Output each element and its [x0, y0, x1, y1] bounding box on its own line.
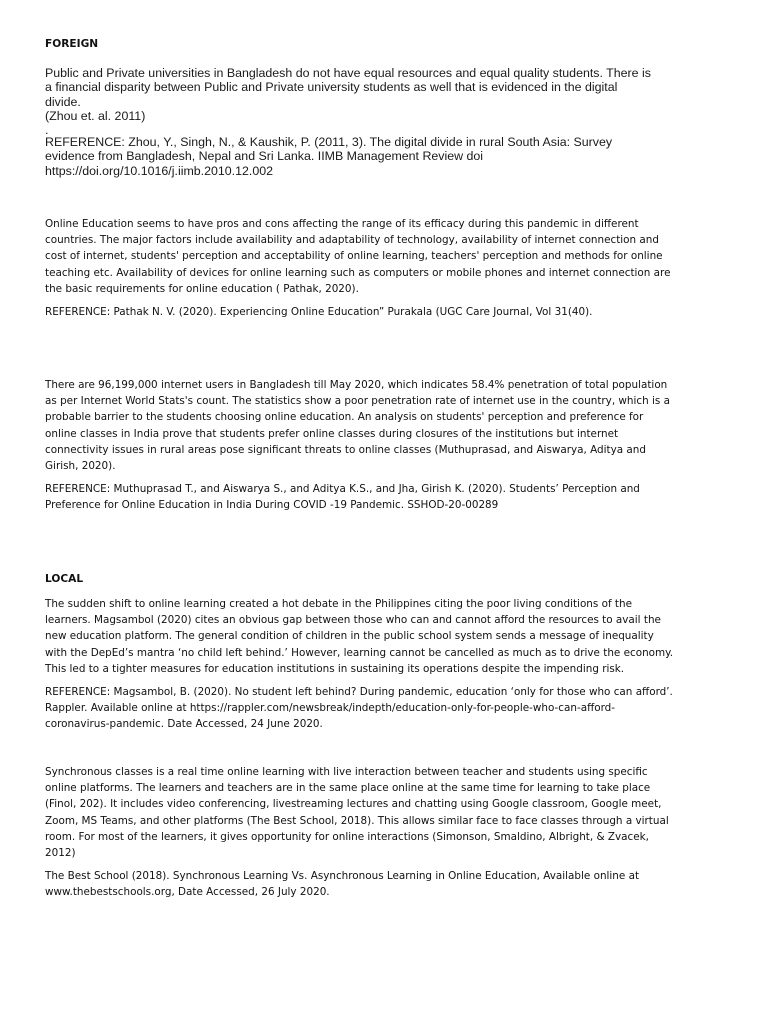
- text-line: online classes in India prove that students prefer online classes during closures of the institutions but internet: [45, 427, 619, 440]
- text-line: The Best School (2018). Synchronous Learning Vs. Asynchronous Learning in Online Education, Available online at: [45, 870, 640, 882]
- text-line: new education platform. The general condition of children in the public school system sends a message of inequality: [45, 630, 654, 643]
- text-line: connectivity issues in rural areas pose significant threats to online classes (Muthuprasad, and Aiswarya, Aditya and: [45, 443, 646, 456]
- local-paragraph-2: [45, 764, 725, 861]
- text-line: Preference for Online Education in India During COVID -19 Pandemic. SSHOD-20-00289: [45, 499, 499, 512]
- text-line: teaching etc. Availability of devices for online learning such as computers or mobile phones and internet connection are: [45, 266, 671, 279]
- local-reference-2: [45, 868, 725, 900]
- foreign-reference-1: [45, 135, 725, 178]
- text-line: https://doi.org/10.1016/j.iimb.2010.12.002: [45, 163, 274, 178]
- foreign-reference-2: [45, 304, 725, 320]
- text-line: .: [45, 123, 49, 138]
- text-line: Public and Private universities in Bangladesh do not have equal resources and equal quality students. There is: [45, 66, 651, 80]
- text-line: Synchronous classes is a real time online learning with live interaction between teacher and students using specific: [45, 766, 648, 778]
- text-line: REFERENCE: Muthuprasad T., and Aiswarya S., and Aditya K.S., and Jha, Girish K. (2020). Students’ Perception and: [45, 483, 640, 495]
- local-reference-1: [45, 684, 725, 733]
- text-line: learners. Magsambol (2020) cites an obvious gap between those who can and cannot afford the resources to avail the: [45, 614, 661, 627]
- text-line: There are 96,199,000 internet users in Bangladesh till May 2020, which indicates 58.4% penetration of total population: [45, 379, 668, 391]
- text-line: Girish, 2020).: [45, 460, 116, 473]
- text-line: REFERENCE: Magsambol, B. (2020). No student left behind? During pandemic, education ‘only for those who can afford’.: [45, 686, 673, 698]
- foreign-paragraph-2: [45, 216, 725, 297]
- text-line: divide.: [45, 94, 81, 109]
- text-line: cost of internet, students' perception and acceptability of online learning, teachers' perception and methods for online: [45, 250, 663, 263]
- text-line: The sudden shift to online learning created a hot debate in the Philippines citing the poor living conditions of the: [45, 598, 632, 610]
- text-line: probable barrier to the students choosing online education. An analysis on students' perception and preference for: [45, 411, 644, 424]
- text-line: evidence from Bangladesh, Nepal and Sri Lanka. IIMB Management Review doi: [45, 149, 484, 164]
- text-line: the basic requirements for online education ( Pathak, 2020).: [45, 282, 359, 295]
- text-line: countries. The major factors include availability and adaptability of technology, availability of internet connection and: [45, 234, 659, 247]
- foreign-heading: FOREIGN: [45, 38, 99, 50]
- text-line: www.thebestschools.org, Date Accessed, 26 July 2020.: [45, 886, 330, 899]
- text-line: 2012): [45, 847, 76, 860]
- local-paragraph-1: [45, 596, 725, 677]
- text-line: (Finol, 202). It includes video conferencing, livestreaming lectures and chatting using Google classroom, Google meet,: [45, 798, 662, 811]
- local-heading: LOCAL: [45, 573, 84, 585]
- foreign-paragraph-1: [45, 66, 725, 137]
- text-line: with the DepEd’s mantra ‘no child left behind.’ However, learning cannot be cancelled as much as to drive the economy.: [45, 646, 674, 659]
- text-line: REFERENCE: Zhou, Y., Singh, N., & Kaushik, P. (2011, 3). The digital divide in rural South Asia: Survey: [45, 135, 613, 149]
- text-line: as per Internet World Stats's count. The statistics show a poor penetration rate of internet use in the country, which is a: [45, 395, 670, 408]
- foreign-paragraph-3: [45, 377, 725, 474]
- text-line: room. For most of the learners, it gives opportunity for online interactions (Simonson, Smaldino, Albright, & Zvacek,: [45, 830, 649, 843]
- text-line: (Zhou et. al. 2011): [45, 108, 146, 123]
- text-line: Zoom, MS Teams, and other platforms (The Best School, 2018). This allows similar face to face classes through a virtual: [45, 814, 669, 827]
- text-line: coronavirus-pandemic. Date Accessed, 24 June 2020.: [45, 718, 323, 731]
- text-line: Online Education seems to have pros and cons affecting the range of its efficacy during this pandemic in different: [45, 218, 639, 230]
- text-line: a financial disparity between Public and Private university students as well that is evidenced in the digital: [45, 80, 618, 95]
- foreign-reference-3: [45, 481, 725, 513]
- text-line: Rappler. Available online at https://rappler.com/newsbreak/indepth/education-only-for-people-who-can-afford-: [45, 702, 616, 715]
- text-line: online platforms. The learners and teachers are in the same place online at the same time for learning to take place: [45, 782, 651, 795]
- text-line: REFERENCE: Pathak N. V. (2020). Experiencing Online Education” Purakala (UGC Care Journal, Vol 31(40).: [45, 306, 593, 318]
- text-line: This led to a tighter measures for education institutions in sustaining its operations despite the impending risk.: [45, 662, 625, 675]
